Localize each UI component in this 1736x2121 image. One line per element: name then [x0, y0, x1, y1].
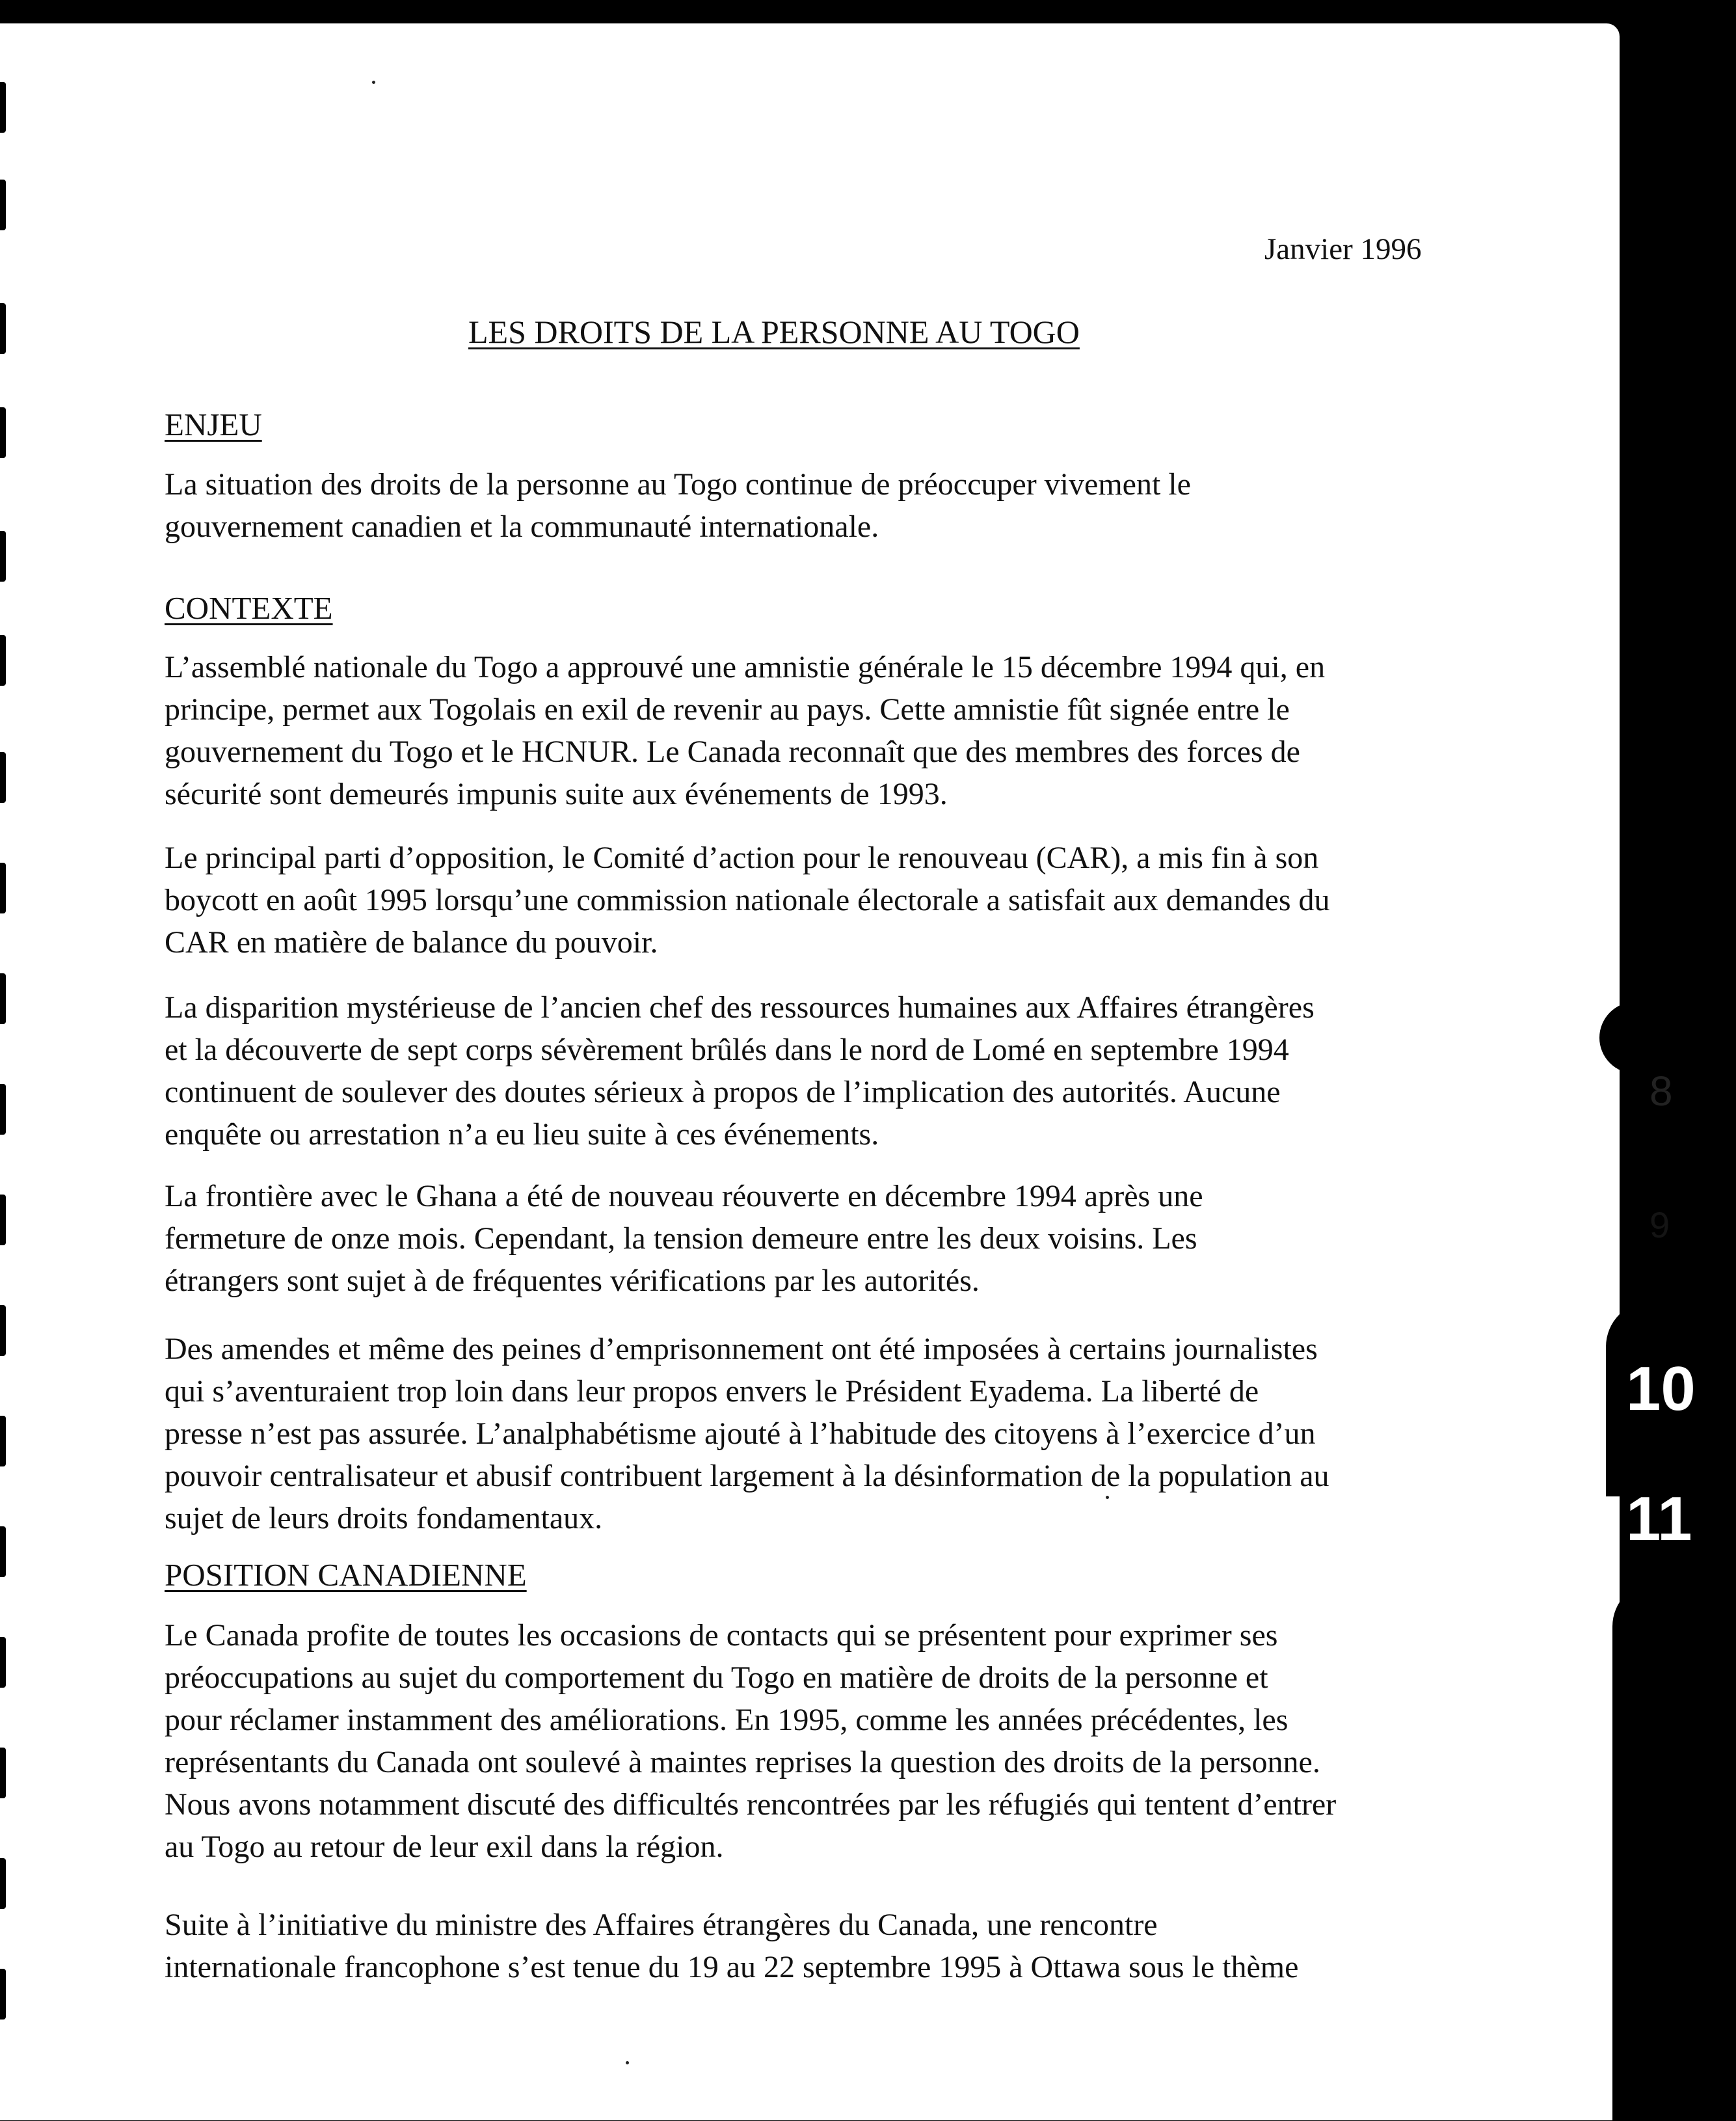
text-line: gouvernement du Togo et le HCNUR. Le Canada reconnaît que des membres des forces de	[165, 735, 1300, 769]
binder-mark	[0, 973, 6, 1024]
binder-mark	[0, 1748, 6, 1798]
text-line: enquête ou arrestation n’a eu lieu suite à ces événements.	[165, 1117, 879, 1152]
binder-mark	[0, 1969, 6, 2020]
paragraph	[165, 1328, 1452, 1539]
document-title: LES DROITS DE LA PERSONNE AU TOGO	[468, 314, 1080, 350]
text-line: étrangers sont sujet à de fréquentes vérifications par les autorités.	[165, 1263, 980, 1298]
text-line: sujet de leurs droits fondamentaux.	[165, 1501, 603, 1535]
text-line: boycott en août 1995 lorsqu’une commission nationale électorale a satisfait aux demandes du	[165, 883, 1330, 917]
text-line: principe, permet aux Togolais en exil de revenir au pays. Cette amnistie fût signée entre le	[165, 692, 1290, 727]
binder-mark	[0, 1195, 6, 1245]
document-date: Janvier 1996	[1264, 232, 1422, 266]
text-line: et la découverte de sept corps sévèrement brûlés dans le nord de Lomé en septembre 1994	[165, 1033, 1289, 1067]
paragraph	[165, 837, 1452, 964]
text-line: pouvoir centralisateur et abusif contribuent largement à la désinformation de la population au	[165, 1459, 1329, 1493]
text-line: sécurité sont demeurés impunis suite aux événements de 1993.	[165, 777, 948, 811]
text-line: La disparition mystérieuse de l’ancien chef des ressources humaines aux Affaires étrangères	[165, 990, 1315, 1025]
section-heading-position: POSITION CANADIENNE	[165, 1557, 527, 1593]
scan-speck	[372, 81, 375, 84]
index-tab-shadow	[1599, 1002, 1736, 1074]
binder-mark	[0, 635, 6, 686]
text-line: continuent de soulever des doutes sérieux à propos de l’implication des autorités. Aucune	[165, 1075, 1281, 1109]
text-line: gouvernement canadien et la communauté internationale.	[165, 509, 879, 544]
index-tab-11[interactable]: 11	[1626, 1484, 1692, 1554]
text-line: Des amendes et même des peines d’emprisonnement ont été imposées à certains journalistes	[165, 1332, 1318, 1366]
text-line: Suite à l’initiative du ministre des Affaires étrangères du Canada, une rencontre	[165, 1908, 1158, 1942]
paragraph	[165, 1904, 1452, 1988]
binder-mark	[0, 752, 6, 803]
binder-mark	[0, 82, 6, 133]
binder-mark	[0, 1858, 6, 1909]
paragraph	[165, 1614, 1452, 1868]
section-heading-enjeu: ENJEU	[165, 407, 262, 442]
binder-mark	[0, 531, 6, 582]
binder-mark	[0, 1637, 6, 1688]
paragraph	[165, 986, 1452, 1155]
paragraph	[165, 646, 1452, 815]
text-line: internationale francophone s’est tenue du 19 au 22 septembre 1995 à Ottawa sous le thème	[165, 1950, 1299, 1984]
text-line: La frontière avec le Ghana a été de nouveau réouverte en décembre 1994 après une	[165, 1179, 1203, 1213]
index-tab-10[interactable]: 10	[1626, 1354, 1696, 1424]
binder-mark	[0, 1416, 6, 1466]
text-line: CAR en matière de balance du pouvoir.	[165, 925, 658, 960]
text-line: qui s’aventuraient trop loin dans leur propos envers le Président Eyadema. La liberté de	[165, 1374, 1259, 1409]
binder-mark	[0, 180, 6, 230]
binder-mark	[0, 303, 6, 354]
text-line: L’assemblé nationale du Togo a approuvé une amnistie générale le 15 décembre 1994 qui, en	[165, 650, 1326, 684]
text-line: Le principal parti d’opposition, le Comité d’action pour le renouveau (CAR), a mis fin à son	[165, 841, 1319, 875]
text-line: préoccupations au sujet du comportement du Togo en matière de droits de la personne et	[165, 1660, 1268, 1695]
scan-speck	[626, 2061, 629, 2064]
text-line: pour réclamer instamment des améliorations. En 1995, comme les années précédentes, les	[165, 1703, 1289, 1737]
index-tab-shadow	[1612, 1581, 1736, 2121]
section-heading-contexte: CONTEXTE	[165, 590, 333, 626]
text-line: au Togo au retour de leur exil dans la région.	[165, 1830, 724, 1864]
paragraph	[165, 463, 1452, 548]
document-page	[0, 23, 1620, 2120]
binder-mark	[0, 863, 6, 913]
text-line: La situation des droits de la personne au Togo continue de préoccuper vivement le	[165, 467, 1191, 502]
binder-mark	[0, 1526, 6, 1577]
binder-mark	[0, 407, 6, 458]
text-line: Le Canada profite de toutes les occasions de contacts qui se présentent pour exprimer ses	[165, 1618, 1278, 1653]
binder-mark	[0, 1305, 6, 1356]
text-line: fermeture de onze mois. Cependant, la tension demeure entre les deux voisins. Les	[165, 1221, 1197, 1256]
index-tab-9[interactable]: 9	[1649, 1204, 1670, 1245]
text-line: Nous avons notamment discuté des difficultés rencontrées par les réfugiés qui tentent d’entrer	[165, 1787, 1337, 1822]
text-line: représentants du Canada ont soulevé à maintes reprises la question des droits de la personne.	[165, 1745, 1320, 1779]
binder-mark	[0, 1084, 6, 1135]
index-tab-8[interactable]: 8	[1649, 1068, 1673, 1115]
text-line: presse n’est pas assurée. L’analphabétisme ajouté à l’habitude des citoyens à l’exercice d’un	[165, 1416, 1316, 1451]
paragraph	[165, 1175, 1452, 1302]
